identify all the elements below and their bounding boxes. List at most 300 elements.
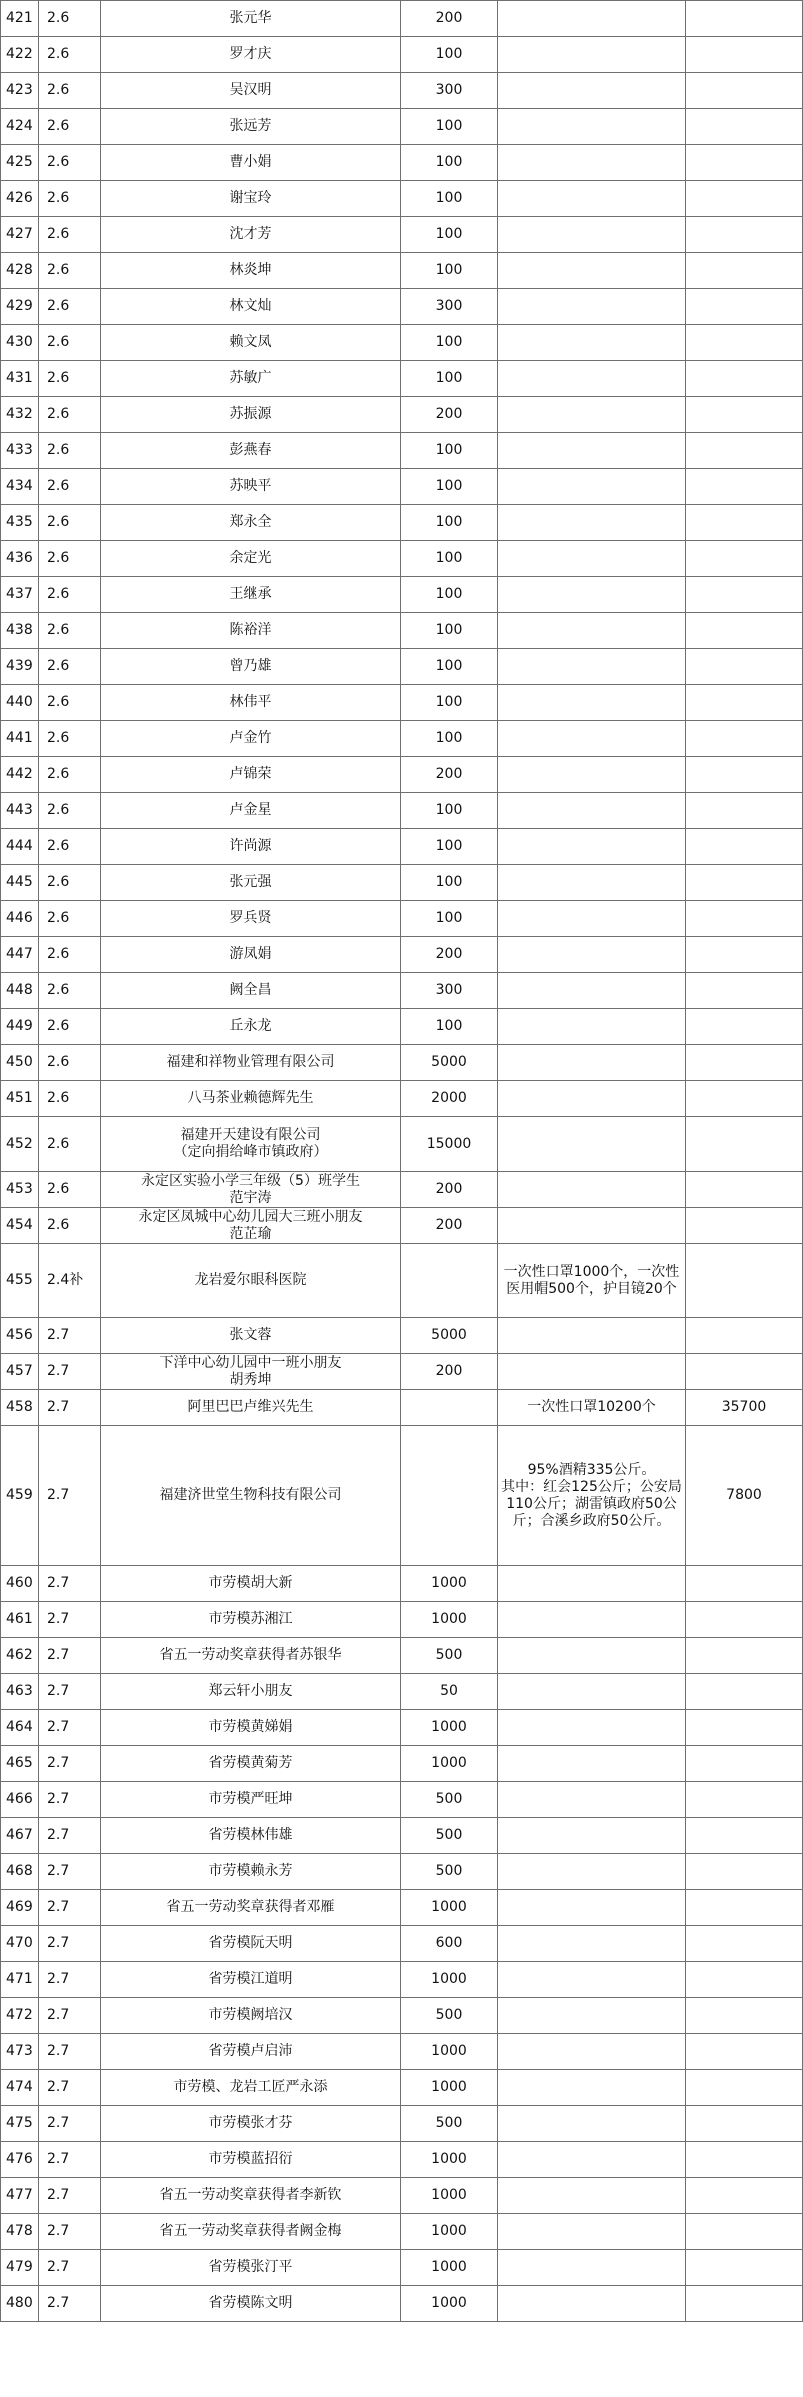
donor-name-cell: 张元强 [101,865,401,901]
amount-cell: 100 [401,181,498,217]
goods-value-cell [686,1710,803,1746]
table-row [1,1390,803,1426]
donor-name-cell: 许尚源 [101,829,401,865]
row-number-cell: 436 [1,541,39,577]
goods-cell [498,109,686,145]
table-row [1,1782,803,1818]
goods-value-cell [686,2106,803,2142]
table-row [1,109,803,145]
table-row [1,505,803,541]
row-number-cell: 475 [1,2106,39,2142]
table-row [1,1426,803,1566]
table-row [1,829,803,865]
date-cell: 2.7 [39,1426,101,1566]
goods-cell: 一次性口罩10200个 [498,1390,686,1426]
goods-cell [498,1,686,37]
amount-cell: 100 [401,325,498,361]
goods-value-cell [686,721,803,757]
table-row [1,901,803,937]
donor-name-cell: 苏敏广 [101,361,401,397]
donor-name-cell: 永定区凤城中心幼儿园大三班小朋友 范芷瑜 [101,1208,401,1244]
table-row [1,145,803,181]
donor-name-cell: 市劳模蓝招衍 [101,2142,401,2178]
date-cell: 2.7 [39,1998,101,2034]
goods-value-cell [686,1854,803,1890]
donor-name-cell: 谢宝玲 [101,181,401,217]
goods-cell [498,1354,686,1390]
row-number-cell: 445 [1,865,39,901]
goods-value-cell [686,2250,803,2286]
donor-name-cell: 省五一劳动奖章获得者阙金梅 [101,2214,401,2250]
goods-value-cell [686,1081,803,1117]
amount-cell: 1000 [401,2034,498,2070]
table-row [1,1890,803,1926]
donor-name-cell: 市劳模胡大新 [101,1566,401,1602]
goods-cell [498,577,686,613]
table-row [1,541,803,577]
amount-cell: 100 [401,793,498,829]
row-number-cell: 434 [1,469,39,505]
goods-value-cell [686,2214,803,2250]
date-cell: 2.6 [39,721,101,757]
goods-value-cell [686,865,803,901]
goods-cell [498,1009,686,1045]
donor-name-cell: 曹小娟 [101,145,401,181]
goods-value-cell [686,577,803,613]
goods-cell [498,1710,686,1746]
goods-value-cell [686,2034,803,2070]
goods-cell [498,289,686,325]
donor-name-cell: 游凤娟 [101,937,401,973]
date-cell: 2.7 [39,2034,101,2070]
goods-cell [498,181,686,217]
date-cell: 2.6 [39,793,101,829]
amount-cell: 100 [401,829,498,865]
row-number-cell: 452 [1,1117,39,1172]
date-cell: 2.6 [39,1208,101,1244]
table-row [1,1117,803,1172]
amount-cell: 200 [401,397,498,433]
donor-name-cell: 省五一劳动奖章获得者邓雁 [101,1890,401,1926]
goods-value-cell [686,37,803,73]
donor-name-cell: 林文灿 [101,289,401,325]
date-cell: 2.4补 [39,1244,101,1318]
date-cell: 2.6 [39,757,101,793]
date-cell: 2.7 [39,2178,101,2214]
donor-name-cell: 赖文凤 [101,325,401,361]
date-cell: 2.7 [39,2106,101,2142]
table-row [1,1,803,37]
date-cell: 2.6 [39,109,101,145]
row-number-cell: 461 [1,1602,39,1638]
date-cell: 2.7 [39,1674,101,1710]
donor-name-cell: 福建济世堂生物科技有限公司 [101,1426,401,1566]
date-cell: 2.7 [39,1962,101,1998]
goods-value-cell [686,1962,803,1998]
table-row [1,1998,803,2034]
amount-cell: 200 [401,1208,498,1244]
amount-cell: 1000 [401,2178,498,2214]
amount-cell: 600 [401,1926,498,1962]
goods-value-cell [686,217,803,253]
row-number-cell: 424 [1,109,39,145]
goods-cell [498,1117,686,1172]
amount-cell: 300 [401,289,498,325]
donor-name-cell: 省五一劳动奖章获得者李新钦 [101,2178,401,2214]
amount-cell: 100 [401,541,498,577]
table-row [1,1746,803,1782]
row-number-cell: 442 [1,757,39,793]
goods-value-cell [686,541,803,577]
row-number-cell: 448 [1,973,39,1009]
row-number-cell: 460 [1,1566,39,1602]
donor-name-cell: 罗兵贤 [101,901,401,937]
row-number-cell: 469 [1,1890,39,1926]
row-number-cell: 451 [1,1081,39,1117]
date-cell: 2.7 [39,2286,101,2322]
amount-cell: 100 [401,433,498,469]
goods-value-cell [686,433,803,469]
donor-name-cell: 市劳模张才芬 [101,2106,401,2142]
donor-name-cell: 卢锦荣 [101,757,401,793]
table-row [1,865,803,901]
goods-value-cell [686,181,803,217]
amount-cell: 100 [401,613,498,649]
row-number-cell: 446 [1,901,39,937]
amount-cell: 100 [401,721,498,757]
date-cell: 2.7 [39,1710,101,1746]
goods-cell [498,2106,686,2142]
donor-name-cell: 市劳模严旺坤 [101,1782,401,1818]
goods-cell [498,1638,686,1674]
row-number-cell: 431 [1,361,39,397]
date-cell: 2.6 [39,829,101,865]
goods-cell [498,649,686,685]
donor-name-cell: 市劳模黄娣娟 [101,1710,401,1746]
amount-cell: 1000 [401,1962,498,1998]
amount-cell: 500 [401,1998,498,2034]
table-row [1,1045,803,1081]
donor-name-cell: 龙岩爱尔眼科医院 [101,1244,401,1318]
donation-table-body [1,1,803,2322]
date-cell: 2.6 [39,397,101,433]
goods-value-cell [686,1782,803,1818]
row-number-cell: 463 [1,1674,39,1710]
date-cell: 2.7 [39,1890,101,1926]
goods-value-cell [686,2178,803,2214]
row-number-cell: 470 [1,1926,39,1962]
row-number-cell: 477 [1,2178,39,2214]
goods-cell [498,1602,686,1638]
row-number-cell: 467 [1,1818,39,1854]
row-number-cell: 478 [1,2214,39,2250]
amount-cell: 1000 [401,1710,498,1746]
goods-cell [498,2142,686,2178]
table-row [1,1638,803,1674]
row-number-cell: 433 [1,433,39,469]
amount-cell: 100 [401,145,498,181]
amount-cell: 500 [401,1782,498,1818]
table-row [1,1081,803,1117]
row-number-cell: 443 [1,793,39,829]
table-row [1,1854,803,1890]
date-cell: 2.6 [39,1081,101,1117]
amount-cell: 100 [401,37,498,73]
goods-cell [498,2178,686,2214]
donor-name-cell: 余定光 [101,541,401,577]
row-number-cell: 454 [1,1208,39,1244]
goods-value-cell [686,73,803,109]
date-cell: 2.6 [39,361,101,397]
donor-name-cell: 永定区实验小学三年级（5）班学生 范宇涛 [101,1172,401,1208]
table-row [1,361,803,397]
goods-cell [498,1566,686,1602]
goods-cell [498,793,686,829]
donor-name-cell: 市劳模阙培汉 [101,1998,401,2034]
date-cell: 2.6 [39,901,101,937]
donor-name-cell: 张元华 [101,1,401,37]
table-row [1,2178,803,2214]
table-row [1,1009,803,1045]
row-number-cell: 462 [1,1638,39,1674]
amount-cell: 1000 [401,2286,498,2322]
goods-value-cell [686,325,803,361]
goods-value-cell [686,793,803,829]
row-number-cell: 468 [1,1854,39,1890]
table-row [1,973,803,1009]
donor-name-cell: 张远芳 [101,109,401,145]
date-cell: 2.6 [39,181,101,217]
table-row [1,397,803,433]
row-number-cell: 437 [1,577,39,613]
goods-value-cell [686,1318,803,1354]
table-row [1,649,803,685]
date-cell: 2.7 [39,1354,101,1390]
donor-name-cell: 林伟平 [101,685,401,721]
goods-value-cell [686,1926,803,1962]
goods-cell [498,2286,686,2322]
amount-cell: 50 [401,1674,498,1710]
date-cell: 2.6 [39,1172,101,1208]
goods-cell [498,2214,686,2250]
goods-value-cell [686,1172,803,1208]
goods-cell [498,433,686,469]
goods-cell [498,2034,686,2070]
date-cell: 2.7 [39,1818,101,1854]
goods-cell [498,469,686,505]
donor-name-cell: 曾乃雄 [101,649,401,685]
date-cell: 2.6 [39,1,101,37]
amount-cell: 1000 [401,2214,498,2250]
table-row [1,2106,803,2142]
row-number-cell: 459 [1,1426,39,1566]
table-row [1,1244,803,1318]
date-cell: 2.7 [39,1782,101,1818]
table-row [1,721,803,757]
date-cell: 2.6 [39,253,101,289]
row-number-cell: 425 [1,145,39,181]
donor-name-cell: 林炎坤 [101,253,401,289]
table-row [1,469,803,505]
table-row [1,325,803,361]
goods-value-cell [686,1818,803,1854]
donor-name-cell: 郑云轩小朋友 [101,1674,401,1710]
amount-cell: 15000 [401,1117,498,1172]
date-cell: 2.7 [39,1926,101,1962]
amount-cell: 1000 [401,1746,498,1782]
row-number-cell: 449 [1,1009,39,1045]
amount-cell: 500 [401,2106,498,2142]
donor-name-cell: 吴汉明 [101,73,401,109]
goods-value-cell [686,1244,803,1318]
donor-name-cell: 省劳模张汀平 [101,2250,401,2286]
table-row [1,1318,803,1354]
goods-cell [498,361,686,397]
amount-cell: 1000 [401,2142,498,2178]
table-row [1,685,803,721]
date-cell: 2.6 [39,289,101,325]
goods-cell [498,865,686,901]
goods-value-cell [686,109,803,145]
amount-cell: 200 [401,757,498,793]
goods-value-cell [686,757,803,793]
goods-value-cell [686,1602,803,1638]
donor-name-cell: 省劳模陈文明 [101,2286,401,2322]
goods-cell [498,1962,686,1998]
donor-name-cell: 市劳模苏湘江 [101,1602,401,1638]
date-cell: 2.6 [39,73,101,109]
goods-cell: 一次性口罩1000个，一次性医用帽500个，护目镜20个 [498,1244,686,1318]
goods-cell [498,2250,686,2286]
goods-cell [498,217,686,253]
goods-value-cell [686,253,803,289]
table-row [1,937,803,973]
goods-value-cell [686,1009,803,1045]
date-cell: 2.7 [39,1746,101,1782]
donor-name-cell: 福建和祥物业管理有限公司 [101,1045,401,1081]
row-number-cell: 426 [1,181,39,217]
goods-value-cell [686,613,803,649]
table-row [1,793,803,829]
table-row [1,73,803,109]
row-number-cell: 429 [1,289,39,325]
goods-cell [498,1998,686,2034]
goods-value-cell [686,1998,803,2034]
date-cell: 2.6 [39,469,101,505]
date-cell: 2.6 [39,973,101,1009]
row-number-cell: 466 [1,1782,39,1818]
amount-cell: 200 [401,1172,498,1208]
table-row [1,1602,803,1638]
goods-value-cell [686,2286,803,2322]
goods-value-cell: 7800 [686,1426,803,1566]
goods-cell [498,1172,686,1208]
amount-cell: 1000 [401,1602,498,1638]
goods-value-cell [686,1566,803,1602]
goods-value-cell [686,289,803,325]
donor-name-cell: 下洋中心幼儿园中一班小朋友 胡秀坤 [101,1354,401,1390]
goods-cell [498,1045,686,1081]
date-cell: 2.6 [39,613,101,649]
goods-cell: 95%酒精335公斤。 其中：红会125公斤；公安局110公斤；湖雷镇政府50公斤；合溪乡政府50公斤。 [498,1426,686,1566]
date-cell: 2.6 [39,145,101,181]
goods-cell [498,73,686,109]
table-row [1,1926,803,1962]
row-number-cell: 480 [1,2286,39,2322]
donor-name-cell: 省劳模江道明 [101,1962,401,1998]
goods-value-cell [686,2070,803,2106]
goods-value-cell [686,901,803,937]
table-row [1,1208,803,1244]
donor-name-cell: 卢金星 [101,793,401,829]
goods-value-cell [686,1890,803,1926]
donor-name-cell: 郑永全 [101,505,401,541]
donor-name-cell: 苏映平 [101,469,401,505]
row-number-cell: 456 [1,1318,39,1354]
row-number-cell: 439 [1,649,39,685]
date-cell: 2.7 [39,2142,101,2178]
date-cell: 2.6 [39,1009,101,1045]
row-number-cell: 457 [1,1354,39,1390]
row-number-cell: 438 [1,613,39,649]
amount-cell: 100 [401,649,498,685]
row-number-cell: 430 [1,325,39,361]
goods-cell [498,1674,686,1710]
row-number-cell: 471 [1,1962,39,1998]
donor-name-cell: 丘永龙 [101,1009,401,1045]
goods-cell [498,1081,686,1117]
table-row [1,37,803,73]
amount-cell: 100 [401,685,498,721]
goods-value-cell [686,829,803,865]
date-cell: 2.6 [39,325,101,361]
row-number-cell: 464 [1,1710,39,1746]
row-number-cell: 473 [1,2034,39,2070]
amount-cell: 200 [401,1354,498,1390]
date-cell: 2.7 [39,2250,101,2286]
amount-cell: 100 [401,505,498,541]
goods-cell [498,901,686,937]
donor-name-cell: 福建开天建设有限公司 （定向捐给峰市镇政府） [101,1117,401,1172]
amount-cell: 200 [401,1,498,37]
donor-name-cell: 市劳模赖永芳 [101,1854,401,1890]
goods-value-cell [686,505,803,541]
table-row [1,1962,803,1998]
donor-name-cell: 苏振源 [101,397,401,433]
donor-name-cell: 卢金竹 [101,721,401,757]
amount-cell: 500 [401,1638,498,1674]
table-row [1,613,803,649]
row-number-cell: 450 [1,1045,39,1081]
table-row [1,433,803,469]
row-number-cell: 423 [1,73,39,109]
amount-cell: 1000 [401,1890,498,1926]
goods-cell [498,1746,686,1782]
goods-cell [498,937,686,973]
row-number-cell: 465 [1,1746,39,1782]
goods-value-cell [686,1,803,37]
date-cell: 2.7 [39,2214,101,2250]
date-cell: 2.7 [39,1318,101,1354]
row-number-cell: 479 [1,2250,39,2286]
table-row [1,2142,803,2178]
donor-name-cell: 彭燕春 [101,433,401,469]
donor-name-cell: 阙全昌 [101,973,401,1009]
date-cell: 2.6 [39,37,101,73]
date-cell: 2.6 [39,1045,101,1081]
goods-cell [498,613,686,649]
donor-name-cell: 省劳模黄菊芳 [101,1746,401,1782]
